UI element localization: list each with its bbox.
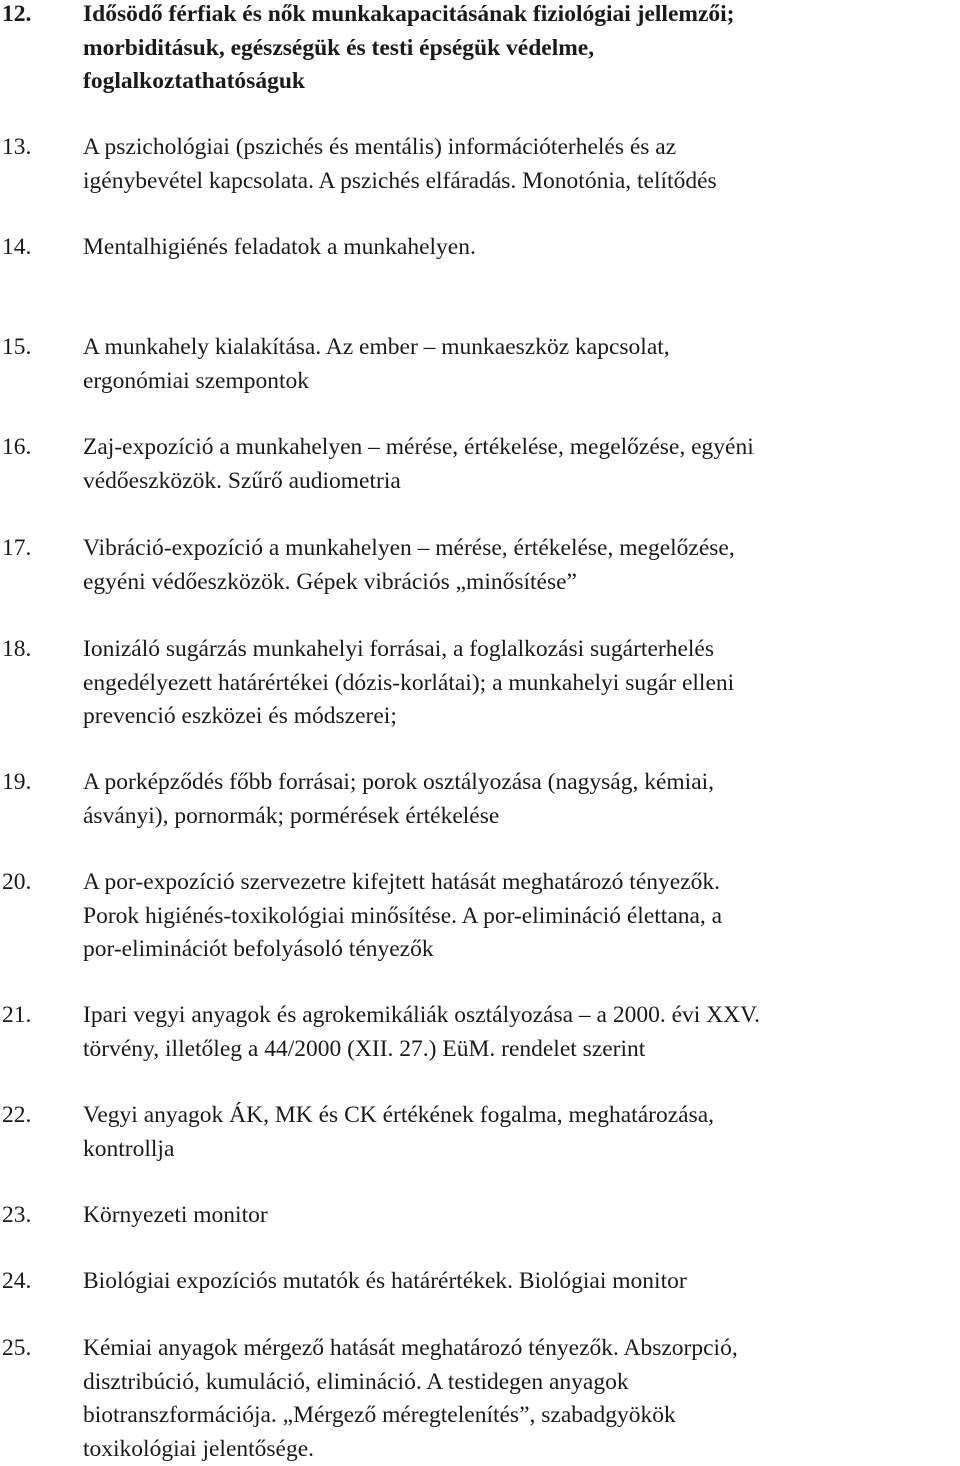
list-item-23 bbox=[0, 1199, 960, 1233]
item-text bbox=[83, 331, 960, 398]
list-item-17 bbox=[0, 532, 960, 599]
list-item-18 bbox=[0, 633, 960, 734]
list-item-25 bbox=[0, 1332, 960, 1466]
item-number: 15. bbox=[2, 334, 32, 360]
item-number: 14. bbox=[2, 234, 32, 260]
item-number: 18. bbox=[2, 636, 32, 662]
list-item-16 bbox=[0, 431, 960, 498]
list-item-12 bbox=[0, 0, 960, 99]
item-line: kontrollja bbox=[83, 1135, 175, 1162]
item-line: törvény, illetőleg a 44/2000 (XII. 27.) EüM. rendelet szerint bbox=[83, 1035, 646, 1062]
list-item-21 bbox=[0, 999, 960, 1066]
item-line: prevenció eszközei és módszerei; bbox=[83, 703, 397, 730]
list-item-20 bbox=[0, 866, 960, 967]
item-number: 16. bbox=[2, 434, 32, 460]
item-number: 21. bbox=[2, 1002, 32, 1028]
item-line: Mentalhigiénés feladatok a munkahelyen. bbox=[83, 234, 476, 260]
item-text bbox=[83, 633, 960, 734]
item-text bbox=[83, 999, 960, 1066]
item-text bbox=[83, 1332, 960, 1466]
item-line: A pszichológiai (pszichés és mentális) információterhelés és az bbox=[83, 134, 677, 160]
item-number: 12. bbox=[2, 1, 32, 27]
item-number: 17. bbox=[2, 535, 32, 561]
item-line: A por-expozíció szervezetre kifejtett hatását meghatározó tényezők. bbox=[83, 869, 720, 895]
item-line: Kémiai anyagok mérgező hatását meghatározó tényezők. Abszorpció, bbox=[83, 1335, 738, 1361]
item-text bbox=[83, 131, 960, 198]
item-text bbox=[83, 866, 960, 967]
item-line: igénybevétel kapcsolata. A pszichés elfáradás. Monotónia, telítődés bbox=[83, 167, 717, 194]
item-line: biotranszformációja. „Mérgező méregtelenítés”, szabadgyökök bbox=[83, 1402, 676, 1429]
item-text bbox=[83, 1265, 960, 1299]
list-item-19 bbox=[0, 766, 960, 833]
item-line: foglalkoztathatóságuk bbox=[83, 68, 305, 95]
item-number: 19. bbox=[2, 769, 32, 795]
item-line: Zaj-expozíció a munkahelyen – mérése, értékelése, megelőzése, egyéni bbox=[83, 434, 754, 460]
item-text bbox=[83, 532, 960, 599]
item-line: Ipari vegyi anyagok és agrokemikáliák osztályozása – a 2000. évi XXV. bbox=[83, 1002, 760, 1028]
item-line: Vegyi anyagok ÁK, MK és CK értékének fogalma, meghatározása, bbox=[83, 1102, 715, 1128]
list-item-22 bbox=[0, 1099, 960, 1166]
item-number: 20. bbox=[2, 869, 32, 895]
item-line: engedélyezett határértékei (dózis-korlátai); a munkahelyi sugár elleni bbox=[83, 669, 735, 696]
item-line: védőeszközök. Szűrő audiometria bbox=[83, 467, 401, 494]
item-number: 25. bbox=[2, 1335, 32, 1361]
item-number: 23. bbox=[2, 1202, 32, 1228]
item-line: A munkahely kialakítása. Az ember – munkaeszköz kapcsolat, bbox=[83, 334, 670, 360]
item-text bbox=[83, 1199, 960, 1233]
item-text bbox=[83, 766, 960, 833]
item-text bbox=[83, 431, 960, 498]
item-number: 13. bbox=[2, 134, 32, 160]
list-item-14 bbox=[0, 231, 960, 265]
item-text bbox=[83, 231, 960, 265]
item-number: 22. bbox=[2, 1102, 32, 1128]
item-line: Biológiai expozíciós mutatók és határértékek. Biológiai monitor bbox=[83, 1268, 687, 1294]
list-item-24 bbox=[0, 1265, 960, 1299]
item-line: Környezeti monitor bbox=[83, 1202, 268, 1228]
item-number: 24. bbox=[2, 1268, 32, 1294]
item-line: toxikológiai jelentősége. bbox=[83, 1435, 315, 1462]
item-text bbox=[83, 0, 960, 99]
item-line: Ionizáló sugárzás munkahelyi forrásai, a foglalkozási sugárterhelés bbox=[83, 636, 714, 662]
item-line: por-eliminációt befolyásoló tényezők bbox=[83, 936, 434, 963]
list-item-13 bbox=[0, 131, 960, 198]
item-line: Porok higiénés-toxikológiai minősítése. A por-elimináció élettana, a bbox=[83, 902, 723, 929]
item-line: disztribúció, kumuláció, elimináció. A testidegen anyagok bbox=[83, 1368, 629, 1395]
item-line: Vibráció-expozíció a munkahelyen – mérése, értékelése, megelőzése, bbox=[83, 535, 735, 561]
item-line: A porképződés főbb forrásai; porok osztályozása (nagyság, kémiai, bbox=[83, 769, 715, 795]
item-line: ásványi), pornormák; pormérések értékelése bbox=[83, 802, 500, 829]
list-item-15 bbox=[0, 331, 960, 398]
item-line: ergonómiai szempontok bbox=[83, 367, 310, 394]
item-text bbox=[83, 1099, 960, 1166]
item-line: morbiditásuk, egészségük és testi épségük védelme, bbox=[83, 34, 595, 61]
item-line: egyéni védőeszközök. Gépek vibrációs „minősítése” bbox=[83, 568, 577, 595]
item-line: Idősödő férfiak és nők munkakapacitásának fiziológiai jellemzői; bbox=[83, 1, 735, 27]
